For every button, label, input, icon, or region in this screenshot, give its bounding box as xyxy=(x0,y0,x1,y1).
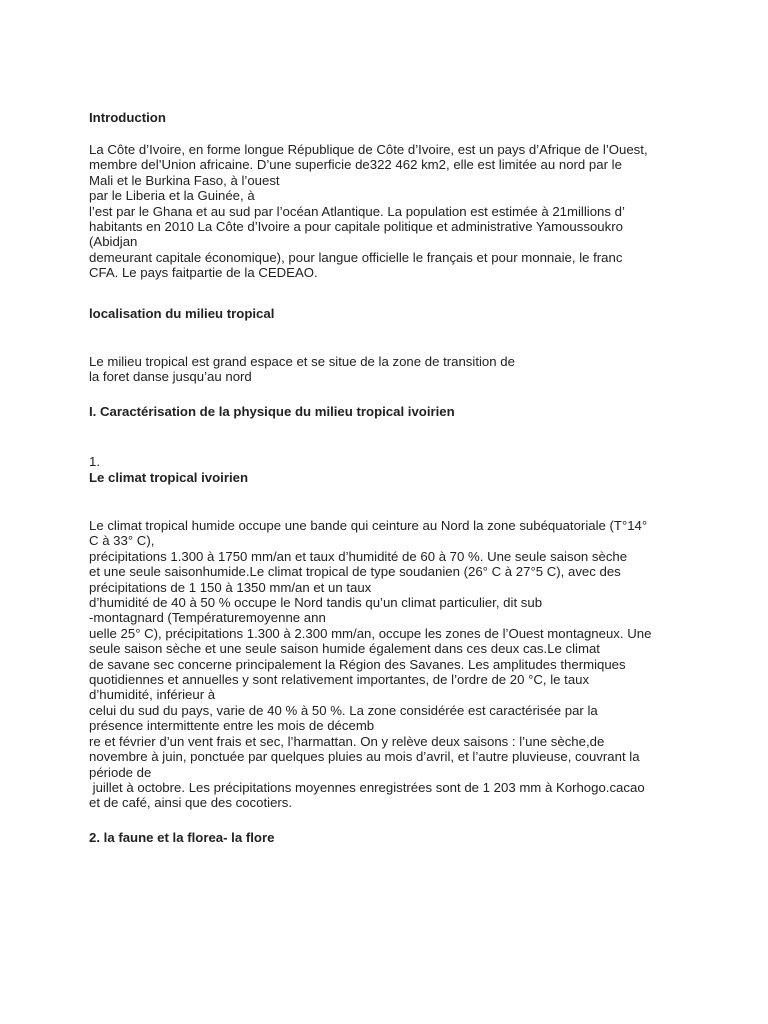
text-line: seule saison sèche et une seule saison humide également dans ces deux cas.Le climat xyxy=(89,641,600,657)
localisation-paragraph xyxy=(89,354,689,385)
text-line: précipitations de 1 150 à 1350 mm/an et un taux xyxy=(89,579,372,595)
text-line: membre del’Union africaine. D’une superficie de322 462 km2, elle est limitée au nord par le xyxy=(89,157,622,173)
climate-paragraph xyxy=(89,518,689,811)
text-line: l’est par le Ghana et au sud par l’océan Atlantique. La population est estimée à 21millions d’ xyxy=(89,203,625,219)
text-line: la foret danse jusqu’au nord xyxy=(89,369,252,385)
list-number: 1. xyxy=(89,454,100,469)
climate-heading: Le climat tropical ivoirien xyxy=(89,470,249,485)
text-line: Le milieu tropical est grand espace et se situe de la zone de transition de xyxy=(89,354,515,369)
text-line: habitants en 2010 La Côte d’Ivoire a pour capitale politique et administrative Yamoussoukro xyxy=(89,219,623,235)
text-line: de savane sec concerne principalement la Région des Savanes. Les amplitudes thermiques xyxy=(89,656,626,672)
text-line: d’humidité de 40 à 50 % occupe le Nord tandis qu’un climat particulier, dit sub xyxy=(89,595,543,611)
intro-heading: Introduction xyxy=(89,110,166,125)
text-line: d’humidité, inférieur à xyxy=(89,687,216,703)
text-line: CFA. Le pays faitpartie de la CEDEAO. xyxy=(89,265,318,281)
localisation-heading: localisation du milieu tropical xyxy=(89,306,275,321)
text-line: C à 33° C), xyxy=(89,533,155,549)
text-line: (Abidjan xyxy=(89,234,138,250)
text-line: période de xyxy=(89,764,152,780)
text-line: et de café, ainsi que des cocotiers. xyxy=(89,795,293,811)
text-line: demeurant capitale économique), pour langue officielle le français et pour monnaie, le franc xyxy=(89,249,623,265)
text-line: La Côte d’Ivoire, en forme longue République de Côte d’Ivoire, est un pays d’Afrique de l’Ouest, xyxy=(89,142,648,157)
intro-paragraph xyxy=(89,142,689,281)
text-line: juillet à octobre. Les précipitations moyennes enregistrées sont de 1 203 mm à Korhogo.cacao xyxy=(89,779,645,795)
text-line: présence intermittente entre les mois de décemb xyxy=(89,718,375,734)
text-line: par le Liberia et la Guinée, à xyxy=(89,188,255,204)
text-line: novembre à juin, ponctuée par quelques pluies au mois d’avril, et l’autre pluvieuse, couvrant la xyxy=(89,749,640,765)
text-line: Mali et le Burkina Faso, à l’ouest xyxy=(89,172,280,188)
text-line: précipitations 1.300 à 1750 mm/an et taux d’humidité de 60 à 70 %. Une seule saison sèche xyxy=(89,548,628,564)
section-1-heading: I. Caractérisation de la physique du milieu tropical ivoirien xyxy=(89,404,455,419)
fauna-flora-heading: 2. la faune et la florea- la flore xyxy=(89,830,275,845)
text-line: uelle 25° C), précipitations 1.300 à 2.300 mm/an, occupe les zones de l’Ouest montagneux. Une xyxy=(89,625,652,641)
text-line: quotidiennes et annuelles y sont relativement importantes, de l’ordre de 20 °C, le taux xyxy=(89,672,590,688)
text-line: celui du sud du pays, varie de 40 % à 50 %. La zone considérée est caractérisée par la xyxy=(89,702,598,718)
text-line: et une seule saisonhumide.Le climat tropical de type soudanien (26° C à 27°5 C), avec des xyxy=(89,564,621,580)
text-line: -montagnard (Températuremoyenne ann xyxy=(89,610,326,626)
text-line: Le climat tropical humide occupe une bande qui ceinture au Nord la zone subéquatoriale (T°14° xyxy=(89,518,648,533)
text-line: re et février d’un vent frais et sec, l’harmattan. On y relève deux saisons : l’une sèche,de xyxy=(89,733,605,749)
